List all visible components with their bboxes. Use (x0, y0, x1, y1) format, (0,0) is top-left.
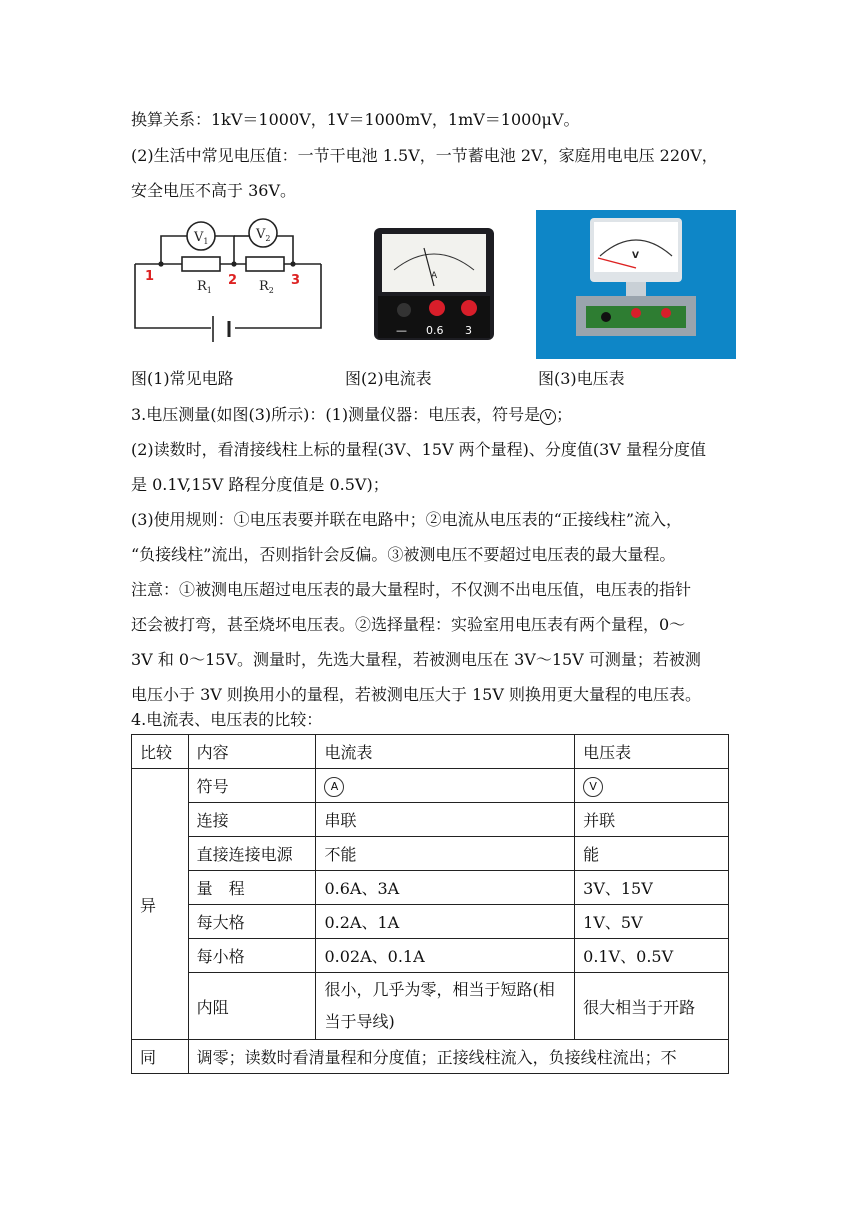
line-comparison-heading: 4.电流表、电压表的比较： (131, 710, 323, 729)
voltmeter-symbol-icon: V (583, 777, 603, 797)
row-item: 每大格 (188, 905, 316, 939)
header-content: 内容 (188, 735, 316, 769)
table-row (132, 837, 729, 871)
circuit-diagram (131, 208, 331, 358)
table-row (132, 973, 729, 1040)
r2-label: $R_2$ (259, 279, 274, 295)
line-note-3: 3V 和 0～15V。测量时，先选大量程，若被测电压在 3V～15V 可测量；若被测 (131, 650, 701, 669)
line-voltage-measure (131, 405, 572, 425)
caption-fig2: 图(2)电流表 (345, 369, 432, 388)
row-item: 直接连接电源 (188, 837, 316, 871)
voltmeter-cell: 0.1V、0.5V (575, 939, 729, 973)
table-row (132, 939, 729, 973)
line-rules-2: “负接线柱”流出，否则指针会反偏。③被测电压不要超过电压表的最大量程。 (131, 545, 676, 564)
comparison-table (131, 734, 729, 1074)
voltmeter-cell: 3V、15V (575, 871, 729, 905)
node-3-label: 3 (291, 273, 301, 288)
v1-label: $V_1$ (194, 230, 209, 246)
ammeter-symbol-icon: A (324, 777, 344, 797)
voltmeter-cell: 并联 (575, 803, 729, 837)
header-ammeter: 电流表 (316, 735, 575, 769)
table-row (132, 1040, 729, 1074)
voltmeter-cell: 1V、5V (575, 905, 729, 939)
ammeter-cell: 串联 (316, 803, 575, 837)
node-2-label: 2 (228, 273, 238, 288)
line-conversion: 换算关系：1kV＝1000V，1V＝1000mV，1mV＝1000μV。 (131, 110, 580, 129)
ammeter-cell: 0.6A、3A (316, 871, 575, 905)
ammeter-terminal-neg: — (396, 324, 407, 337)
table-row (132, 803, 729, 837)
table-row (132, 871, 729, 905)
row-item: 量 程 (188, 871, 316, 905)
voltmeter-cell: 能 (575, 837, 729, 871)
r1-label: $R_1$ (197, 279, 212, 295)
ammeter-cell: 很小，几乎为零，相当于短路(相当于导线) (316, 973, 575, 1040)
voltmeter-cell: 很大相当于开路 (575, 973, 729, 1040)
line-reading-1: (2)读数时，看清接线柱上标的量程(3V、15V 两个量程)、分度值(3V 量程分度值 (131, 440, 706, 459)
node-1-label: 1 (145, 269, 155, 284)
caption-fig1: 图(1)常见电路 (131, 369, 234, 388)
figure-row (131, 208, 741, 358)
line-note-4: 电压小于 3V 则换用小的量程，若被测电压大于 15V 则换用更大量程的电压表。 (131, 685, 701, 704)
same-text: 调零；读数时看清量程和分度值；正接线柱流入，负接线柱流出；不 (188, 1040, 728, 1074)
ammeter-terminal-3: 3 (465, 324, 472, 337)
voltmeter-unit: V (632, 251, 639, 261)
line-note-2: 还会被打弯，甚至烧坏电压表。②选择量程：实验室用电压表有两个量程，0～ (131, 615, 686, 634)
line-voltage-measure-end: ； (556, 405, 573, 424)
line-note-1: 注意：①被测电压超过电压表的最大量程时，不仅测不出电压值，电压表的指针 (131, 580, 692, 599)
line-common-voltages: (2)生活中常见电压值：一节干电池 1.5V，一节蓄电池 2V，家庭用电电压 220V， (131, 146, 718, 165)
header-voltmeter: 电压表 (575, 735, 729, 769)
header-compare: 比较 (132, 735, 189, 769)
row-item: 每小格 (188, 939, 316, 973)
voltmeter-symbol-icon: V (540, 409, 556, 425)
table-row (132, 905, 729, 939)
diff-label: 异 (132, 769, 189, 1040)
line-voltage-measure-text: 3.电压测量(如图(3)所示)：(1)测量仪器：电压表，符号是 (131, 405, 541, 424)
ammeter-terminal-06: 0.6 (426, 324, 444, 337)
voltmeter-image (536, 210, 736, 359)
ammeter-unit: A (431, 271, 438, 281)
caption-fig3: 图(3)电压表 (538, 369, 625, 388)
table-row (132, 769, 729, 803)
voltmeter-cell (575, 769, 729, 803)
ammeter-cell: 0.2A、1A (316, 905, 575, 939)
line-safe-voltage: 安全电压不高于 36V。 (131, 181, 297, 200)
same-label: 同 (132, 1040, 189, 1074)
line-rules-1: (3)使用规则：①电压表要并联在电路中；②电流从电压表的“正接线柱”流入， (131, 510, 683, 529)
line-reading-2: 是 0.1V,15V 路程分度值是 0.5V)； (131, 475, 389, 494)
row-item: 连接 (188, 803, 316, 837)
v2-label: $V_2$ (256, 227, 271, 243)
table-header-row (132, 735, 729, 769)
row-item: 内阻 (188, 973, 316, 1040)
ammeter-cell (316, 769, 575, 803)
ammeter-cell: 不能 (316, 837, 575, 871)
ammeter-cell: 0.02A、0.1A (316, 939, 575, 973)
ammeter-image (374, 224, 494, 344)
row-item: 符号 (188, 769, 316, 803)
